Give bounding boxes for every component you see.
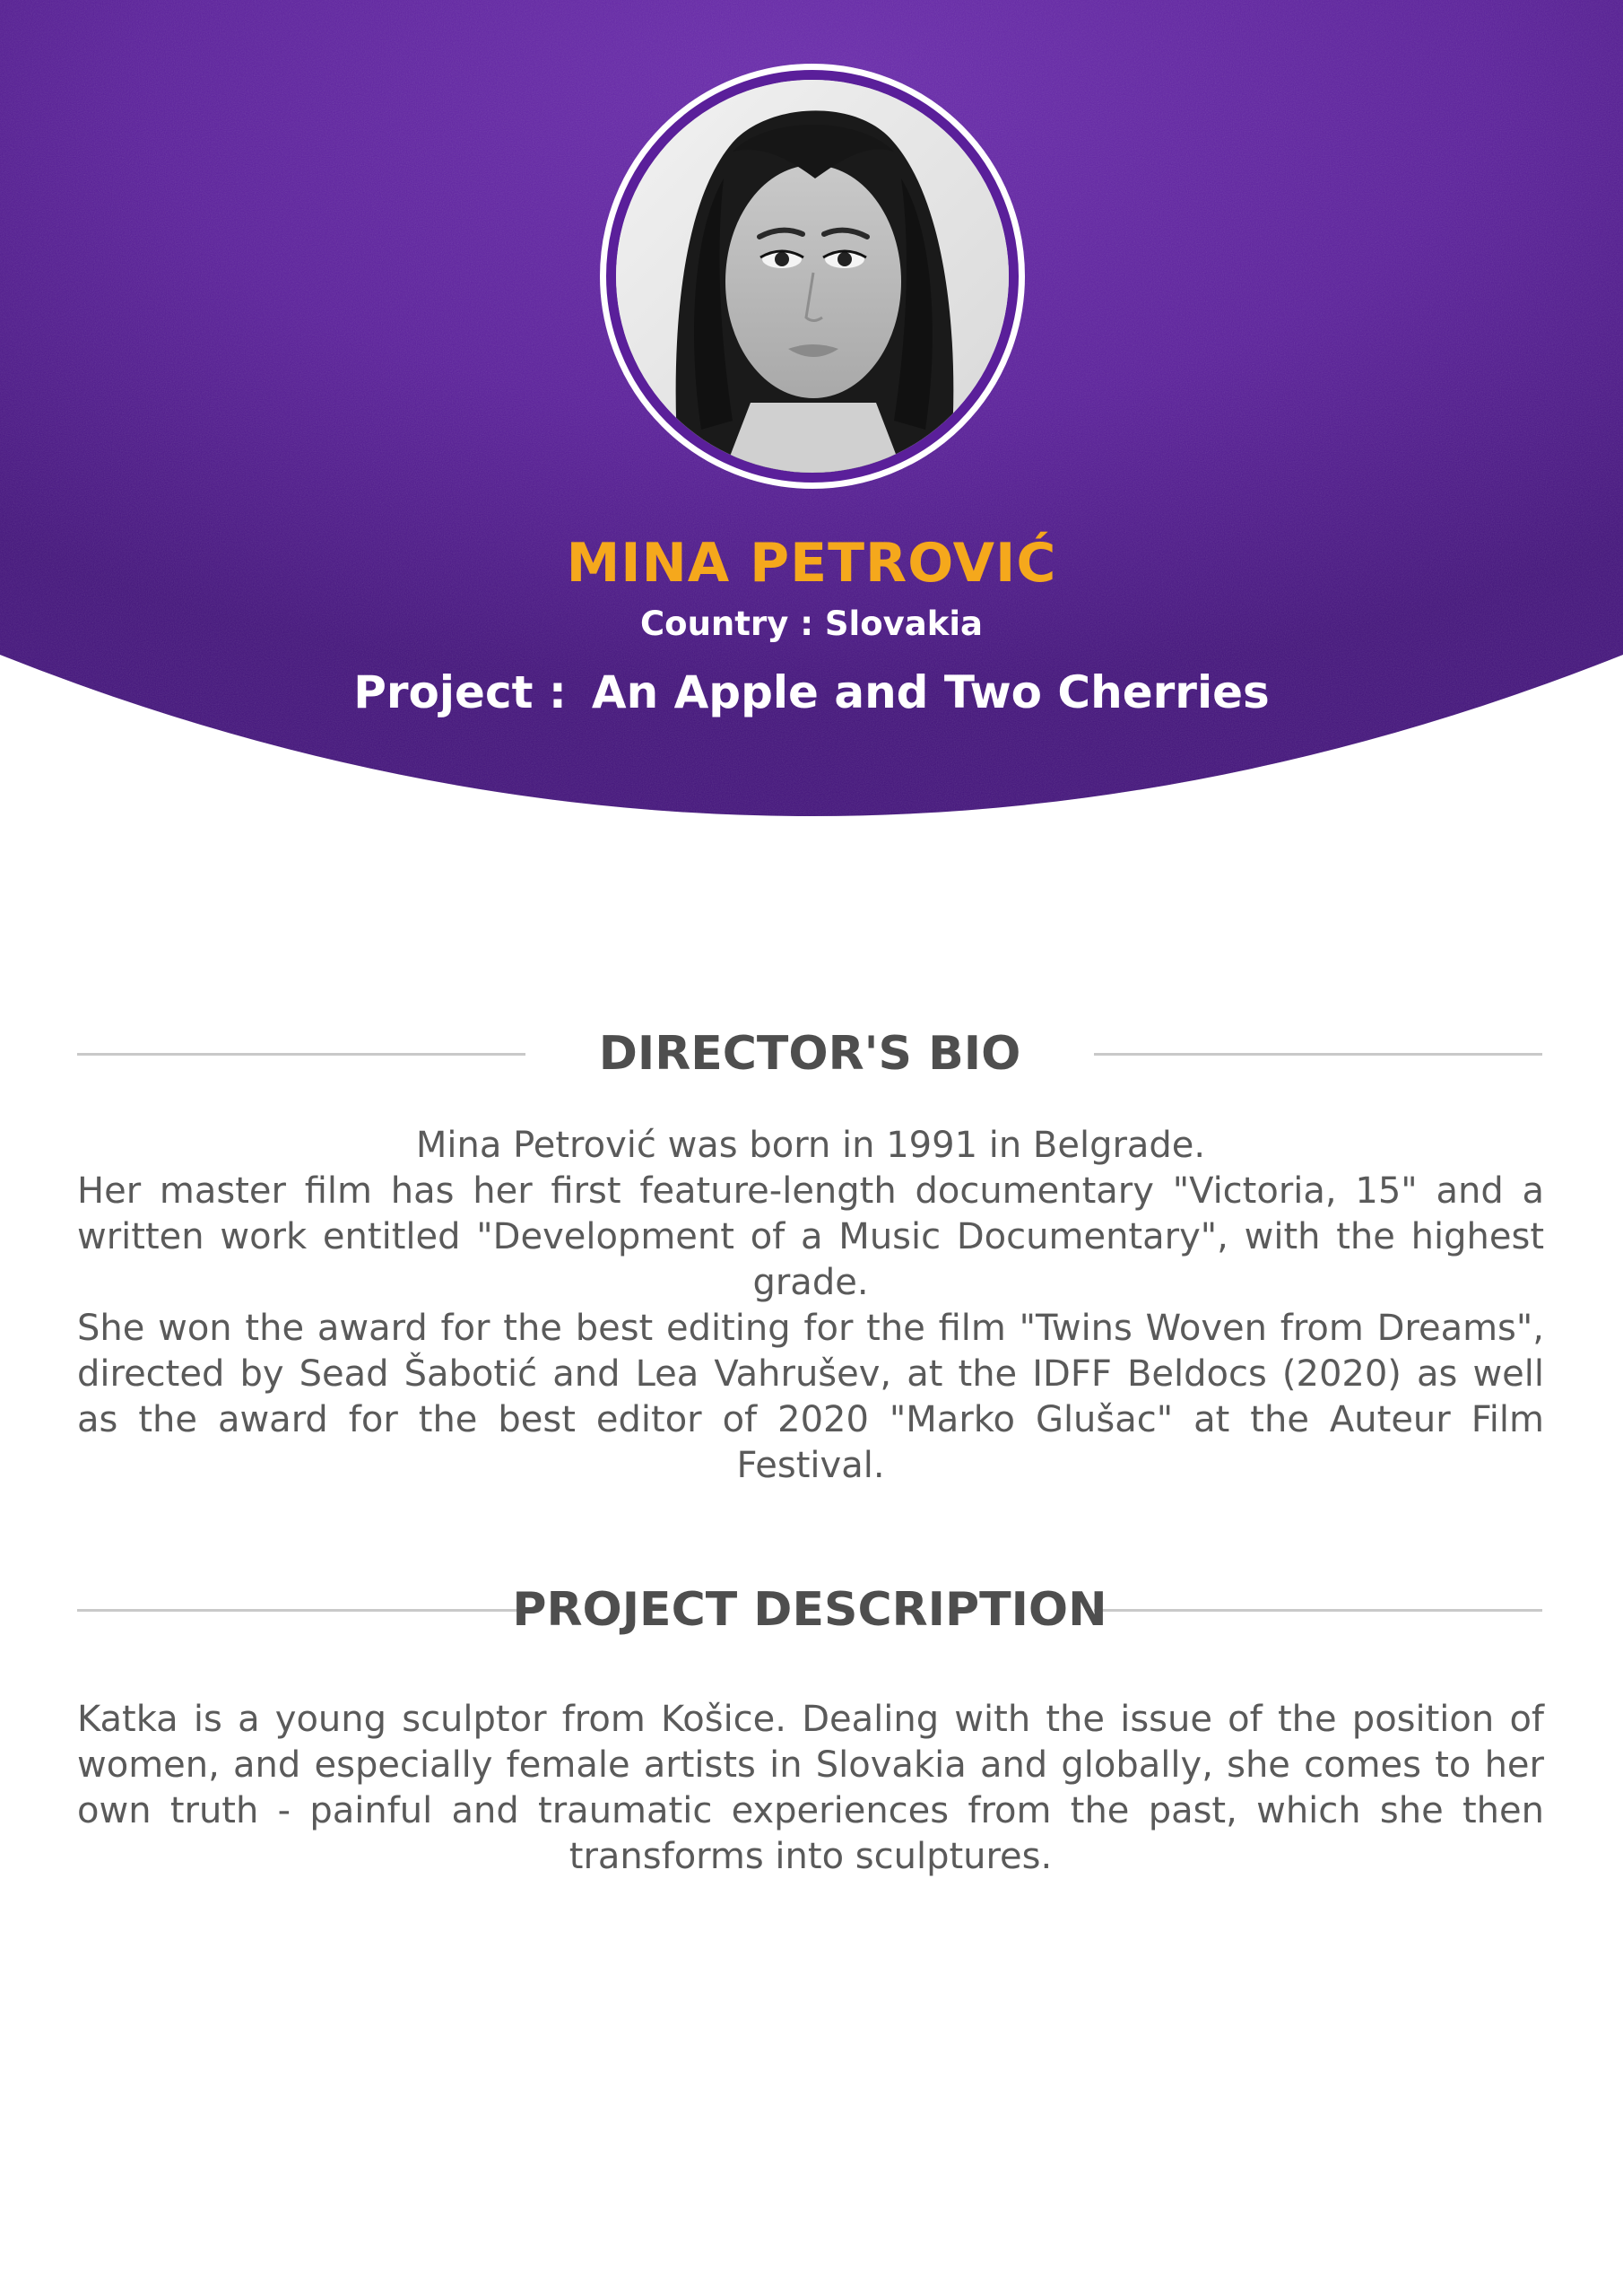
project-title: An Apple and Two Cherries (591, 666, 1270, 718)
project-description-paragraph: Katka is a young sculptor from Košice. Dealing with the issue of the position of women, and especially female artists in Slovakia and globally, she comes to her own truth - painful and traumatic experiences from the past, which she then transforms into sculptures. (77, 1699, 1544, 1877)
director-name: MINA PETROVIĆ (566, 532, 1057, 595)
project-description-heading (77, 1578, 1542, 1641)
bio-text (77, 1123, 1544, 1489)
bio-paragraph: Mina Petrović was born in 1991 in Belgrade. (415, 1125, 1206, 1166)
portrait-image (616, 80, 1009, 473)
country-label: Country : (640, 604, 813, 643)
bio-heading (77, 1022, 1542, 1085)
country-value: Slovakia (824, 604, 983, 643)
header-band (0, 0, 1623, 816)
bio-paragraph: She won the award for the best editing for the film "Twins Woven from Dreams", directed by Sead Šabotić and Lea Vahrušev, at the IDFF Beldocs (2020) as well as the award for the best editor of 2020 "Marko Glušac" at the Auteur Film Festival. (77, 1308, 1544, 1486)
project-line (0, 666, 1623, 718)
avatar (600, 64, 1025, 489)
project-label: Project : (353, 666, 567, 718)
project-description-text (77, 1697, 1544, 1880)
bio-heading-text: DIRECTOR'S BIO (598, 1027, 1021, 1081)
country-line (0, 604, 1623, 643)
avatar-photo (616, 80, 1009, 473)
bio-paragraph: Her master film has her first feature-length documentary "Victoria, 15" and a written work entitled "Development of a Music Documentary", with the highest grade. (77, 1170, 1544, 1303)
project-description-heading-text: PROJECT DESCRIPTION (512, 1583, 1107, 1637)
